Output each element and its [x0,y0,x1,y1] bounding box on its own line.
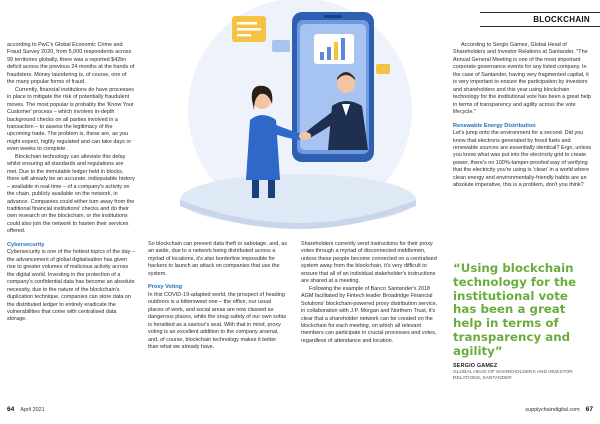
site-url: supplychaindigital.com [525,407,580,413]
subhead-renewable-energy: Renewable Energy Distribution [453,122,536,129]
section-tag-label: BLOCKCHAIN [533,15,590,24]
floor-platform [180,174,416,226]
col1-paragraph: Cybersecurity is one of the hottest topics of the day – the advancement of global digitalisation has given rise to greater volumes of malicious activity across the digital world. Investing in the protection of a company's confidential data has become an absolute necessity, due to the nature of the blockchain's duplication technique, companies can store data on the distributed ledger to entirely eradicate the vulnerabilities that come with centralised data storage. [7,249,135,323]
page-number-right: 67 [585,406,593,413]
footer-right [525,406,593,413]
article-column-3 [301,241,441,345]
chat-card-icon-small [272,40,290,52]
yellow-badge-icon [376,64,390,74]
subhead-proxy-voting: Proxy Voting [148,284,183,291]
col1-paragraph: Currently, financial institutions do have processes in place to mitigate the risk of potentially fraudulent moves. The most popular is probably the 'Know Your Customer' process – which involves in-depth background checks on all parties involved in a transaction – to assess the legitimacy of the upcoming trade. The problem is, these are, as you might expect, highly regulated and can take days or even weeks to complete. [7,86,134,153]
article-column-2 [148,241,288,351]
handshake-icon [299,132,311,140]
handshake-phone-illustration [140,0,445,236]
page-number-left: 64 [7,406,15,413]
subhead-cybersecurity: Cybersecurity [7,241,45,248]
col4-paragraph: According to Sergio Gámez, Global Head of Shareholders and Investor Relations at Santander, "The Annual General Meeting is one of the most important corporate governance events for any listed company. In the case of Santander, having very fragmented capital, it is very important to ensure the participation by investors and shareholders and this year using blockchain technology for the institutional vote has been a great help in terms of transparency and agility across the vote lifecycle." [453,42,591,116]
col3-paragraph: Following the example of Banco Santander's 2018 AGM facilitated by Fintech leader Broadridge Financial Solutions' blockchain-powered proxy distribution service, in collaboration with J.P. Morgan and Northern Trust, it's clear that a shareholder network can be created on the blockchain for each meeting, on which all relevant members can participate in crucial processes and votes, regardless of attendance and location. [301,285,438,344]
section-tag [480,12,600,27]
col2-paragraph: In this COVID-19-adapted world, the prospect of heading outdoors is a bittersweet one – the office, our usual places of work, and social areas are now classed as dangerous places, while the snug safety of our own sofas is heralded as a saviour's seat. With that in mind, proxy voting is an excellent addition to the company arsenal, and, of course, blockchain technology makes it better than what we already have. [148,291,287,351]
col1-paragraph: according to PwC's Global Economic Crime and Fraud Survey 2020, from 5,000 respondents across 99 territories globally, there was a reported $42bn deficit across the previous 24 months at the hands of fraudsters. Money laundering is, of course, one of the many popular forms of fraud. [7,42,135,86]
col4-paragraph: Let's jump onto the environment for a second. Did you know that electrons generated by fossil fuels and renewable sources are essentially identical? Ergo, unless you know what was put into the electricity grid to create power, there's no 100%-tamper-proofed way of verifying that the electricity you're using is 'clean' in a world where clean energy and environmentally-friendly habits are an absolute imperative, this is a problem, don't you think? [453,130,592,189]
col2-paragraph: So blockchain can prevent data theft or sabotage, and, as an aside, due to a network being distributed across a myriad of locations, it's also borderline impossible for hackers to launch an attack on companies that use the system. [148,241,288,277]
col3-paragraph: Shareholders currently send instructions for their proxy votes through a myriad of disconnected middlemen, unless these people become connected on a centralised system away from the blockchain, it's very difficult to ensure that all of an individual stakeholder's instructions are shared at a meeting. [301,241,437,285]
businessman-head [337,75,355,93]
article-column-1 [7,42,135,324]
quote-attribution-name: SERGIO GAMEZ [453,363,498,369]
footer-left [7,406,45,413]
issue-date: April 2021 [20,407,45,413]
col1-paragraph: Blockchain technology can alleviate this delay whilst ensuring all standards and regulations are met. Due to the immutable ledger held in blocks, there will already be an accurate, indisputable history – available in real-time – of a company's activity on the chain, publicly available on the network, in advance. Companies could either turn away from the traditional financial institutions' checks and do their own research on the blockchain, or the institutions could also join the network to hasten their services offered. [7,153,135,235]
pull-quote: “Using blockchain technology for the institutional vote has been a great help in terms of transparency and agility” [453,261,577,358]
article-column-4 [453,42,593,190]
quote-attribution-role: GLOBAL HEAD OF SHAREHOLDERS AND INVESTOR RELATIONS, SANTANDER [453,370,573,382]
